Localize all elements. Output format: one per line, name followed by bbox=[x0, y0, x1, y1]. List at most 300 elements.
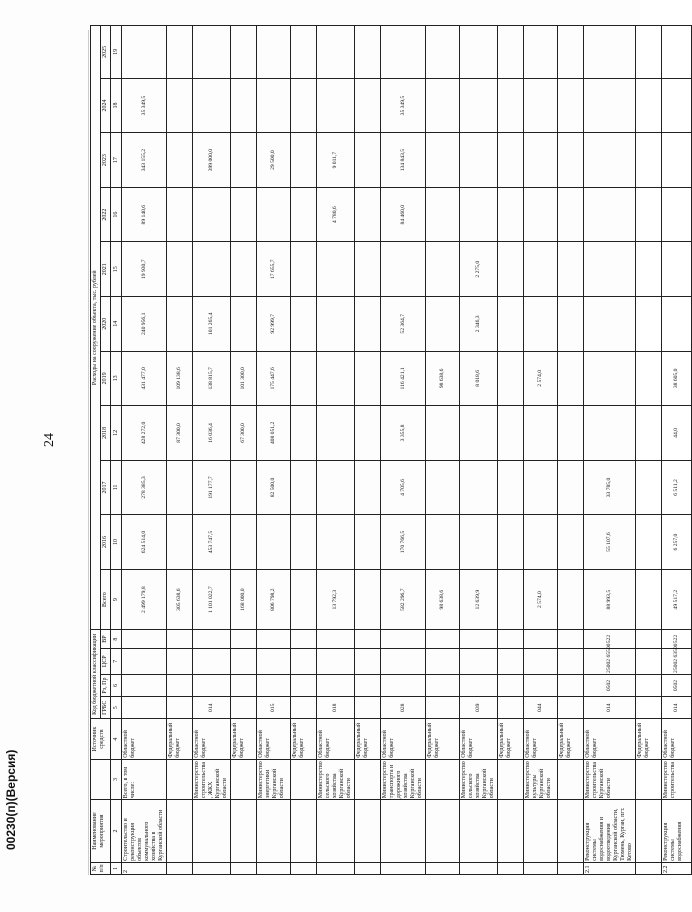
table-cell bbox=[558, 460, 584, 515]
table-cell bbox=[291, 351, 317, 406]
table-row bbox=[460, 26, 498, 875]
table-cell: Министерство транспорта и дорожного хозяйства Курганской области bbox=[381, 759, 426, 799]
table-cell bbox=[636, 759, 662, 799]
table-cell: 9 011,7 bbox=[317, 133, 355, 188]
table-cell bbox=[524, 800, 558, 863]
table-cell bbox=[231, 674, 257, 696]
table-cell bbox=[558, 862, 584, 874]
table-cell bbox=[498, 78, 524, 133]
table-cell bbox=[662, 78, 692, 133]
table-cell: 109 138,6 bbox=[167, 351, 193, 406]
table-cell: Федеральный бюджет bbox=[291, 719, 317, 759]
table-cell bbox=[193, 78, 231, 133]
table-cell bbox=[636, 800, 662, 863]
table-cell: 2 275,0 bbox=[460, 242, 498, 297]
table-cell bbox=[498, 515, 524, 570]
table-cell: Министерство сельского хозяйства Курганской области bbox=[460, 759, 498, 799]
table-cell: 624 514,0 bbox=[122, 515, 167, 570]
table-cell bbox=[426, 460, 460, 515]
table-cell: Реконструкция системы водоснабжения bbox=[662, 800, 692, 863]
table-cell bbox=[257, 515, 291, 570]
table-cell: 431 477,0 bbox=[122, 351, 167, 406]
header-name: Наименование мероприятия bbox=[91, 800, 111, 863]
table-cell bbox=[317, 242, 355, 297]
table-cell bbox=[426, 297, 460, 352]
table-cell: 806 798,2 bbox=[257, 569, 291, 630]
table-cell bbox=[122, 648, 167, 674]
table-cell bbox=[231, 460, 257, 515]
table-cell: 1 101 022,7 bbox=[193, 569, 231, 630]
table-cell: Областной бюджет bbox=[524, 719, 558, 759]
scan-edge-line bbox=[88, 30, 89, 875]
table-cell: 16 036,4 bbox=[193, 406, 231, 461]
table-cell bbox=[498, 133, 524, 188]
table-cell bbox=[317, 674, 355, 696]
table-cell bbox=[524, 515, 558, 570]
column-index: 16 bbox=[111, 187, 122, 242]
header-year-col: Всего bbox=[101, 569, 111, 630]
table-cell bbox=[193, 26, 231, 79]
table-cell bbox=[291, 697, 317, 719]
table-cell bbox=[498, 187, 524, 242]
table-cell bbox=[355, 862, 381, 874]
table-cell: 89 140,6 bbox=[122, 187, 167, 242]
table-cell bbox=[291, 648, 317, 674]
table-cell bbox=[558, 351, 584, 406]
table-cell bbox=[636, 648, 662, 674]
table-cell bbox=[460, 187, 498, 242]
table-cell bbox=[584, 78, 636, 133]
table-cell: 25002 63500 bbox=[662, 648, 692, 674]
table-cell bbox=[231, 648, 257, 674]
table-cell bbox=[291, 242, 317, 297]
table-cell bbox=[524, 674, 558, 696]
table-cell bbox=[167, 297, 193, 352]
table-cell bbox=[460, 648, 498, 674]
table-cell: 2 346,3 bbox=[460, 297, 498, 352]
table-cell: 168 000,0 bbox=[231, 569, 257, 630]
table-cell bbox=[291, 26, 317, 79]
table-cell: 522 bbox=[662, 630, 692, 648]
table-cell bbox=[291, 674, 317, 696]
table-cell bbox=[193, 648, 231, 674]
table-cell: 44,0 bbox=[662, 406, 692, 461]
header-year-col: 2025 bbox=[101, 26, 111, 79]
table-cell bbox=[662, 297, 692, 352]
table-cell: Областной бюджет bbox=[193, 719, 231, 759]
table-cell bbox=[558, 759, 584, 799]
table-cell bbox=[317, 800, 355, 863]
table-cell: 25002 65500 bbox=[584, 648, 636, 674]
table-row bbox=[231, 26, 257, 875]
table-cell bbox=[381, 648, 426, 674]
header-year-col: 2017 bbox=[101, 460, 111, 515]
header-year-col: 2023 bbox=[101, 133, 111, 188]
table-cell bbox=[460, 674, 498, 696]
table-cell bbox=[460, 515, 498, 570]
table-cell bbox=[426, 630, 460, 648]
table-cell bbox=[355, 697, 381, 719]
header-budget-col: ВР bbox=[101, 630, 111, 648]
table-cell bbox=[558, 187, 584, 242]
table-cell bbox=[231, 78, 257, 133]
column-index: 12 bbox=[111, 406, 122, 461]
table-cell bbox=[636, 26, 662, 79]
table-row bbox=[662, 26, 692, 875]
table-cell bbox=[167, 133, 193, 188]
table-cell bbox=[584, 26, 636, 79]
table-row bbox=[498, 26, 524, 875]
column-index: 5 bbox=[111, 697, 122, 719]
page-number: 24 bbox=[42, 433, 57, 447]
table-cell: Министерство строительства Курганской области bbox=[584, 759, 636, 799]
table-cell: 278 385,3 bbox=[122, 460, 167, 515]
table-cell bbox=[558, 697, 584, 719]
table-cell: 240 956,1 bbox=[122, 297, 167, 352]
table-cell: Всего, в том числе: bbox=[122, 759, 167, 799]
table-row bbox=[317, 26, 355, 875]
expense-table bbox=[90, 25, 692, 875]
table-cell bbox=[426, 862, 460, 874]
table-cell bbox=[317, 26, 355, 79]
table-cell bbox=[355, 26, 381, 79]
table-cell: 191 177,7 bbox=[193, 460, 231, 515]
table-cell: Министерство сельского хозяйства Курганской области bbox=[317, 759, 355, 799]
table-cell: Реконструкция системы водоснабжения и водоотведения Курганской области, Тюмень, Курган, пгт. Кетово bbox=[584, 800, 636, 863]
table-cell bbox=[381, 630, 426, 648]
table-cell bbox=[291, 515, 317, 570]
table-cell bbox=[636, 460, 662, 515]
table-cell bbox=[426, 242, 460, 297]
table-cell bbox=[193, 800, 231, 863]
table-cell bbox=[381, 800, 426, 863]
table-cell bbox=[426, 26, 460, 79]
table-cell bbox=[355, 515, 381, 570]
table-cell bbox=[317, 515, 355, 570]
table-cell: 82 500,0 bbox=[257, 460, 291, 515]
table-cell: 35 349,5 bbox=[381, 78, 426, 133]
table-cell bbox=[498, 351, 524, 406]
table-cell bbox=[317, 78, 355, 133]
table-cell bbox=[426, 674, 460, 696]
table-cell: Федеральный бюджет bbox=[167, 719, 193, 759]
column-index: 13 bbox=[111, 351, 122, 406]
table-cell bbox=[355, 297, 381, 352]
index-row bbox=[111, 26, 122, 875]
table-cell: Областной бюджет bbox=[317, 719, 355, 759]
table-cell bbox=[167, 800, 193, 863]
table-cell bbox=[498, 460, 524, 515]
table-cell bbox=[460, 26, 498, 79]
table-cell bbox=[558, 569, 584, 630]
header-year-col: 2020 bbox=[101, 297, 111, 352]
table-cell: 305 638,6 bbox=[167, 569, 193, 630]
table-cell bbox=[193, 187, 231, 242]
column-index: 2 bbox=[111, 800, 122, 863]
table-cell bbox=[231, 187, 257, 242]
table-cell bbox=[257, 78, 291, 133]
table-cell bbox=[524, 26, 558, 79]
table-cell bbox=[291, 800, 317, 863]
table-cell bbox=[381, 862, 426, 874]
table-cell bbox=[426, 187, 460, 242]
table-cell bbox=[167, 515, 193, 570]
table-cell bbox=[122, 674, 167, 696]
table-cell bbox=[636, 351, 662, 406]
column-index: 17 bbox=[111, 133, 122, 188]
table-cell bbox=[355, 759, 381, 799]
table-cell bbox=[558, 297, 584, 352]
table-cell: 582 296,7 bbox=[381, 569, 426, 630]
table-cell bbox=[291, 187, 317, 242]
table-cell: 014 bbox=[584, 697, 636, 719]
table-cell bbox=[636, 569, 662, 630]
table-cell bbox=[231, 697, 257, 719]
table-cell bbox=[636, 630, 662, 648]
column-index: 9 bbox=[111, 569, 122, 630]
table-cell bbox=[231, 800, 257, 863]
table-cell: 3 355,8 bbox=[381, 406, 426, 461]
table-cell: 12 639,9 bbox=[460, 569, 498, 630]
table-cell: 0502 bbox=[584, 674, 636, 696]
table-cell bbox=[355, 406, 381, 461]
table-cell: 101 265,4 bbox=[193, 297, 231, 352]
table-cell: 84 460,0 bbox=[381, 187, 426, 242]
column-index: 3 bbox=[111, 759, 122, 799]
table-cell bbox=[317, 630, 355, 648]
table-cell bbox=[636, 78, 662, 133]
table-cell: 92 999,7 bbox=[257, 297, 291, 352]
table-cell bbox=[426, 697, 460, 719]
header-budget-col: ЦСР bbox=[101, 648, 111, 674]
table-cell: 101 300,0 bbox=[231, 351, 257, 406]
table-cell: Областной бюджет bbox=[257, 719, 291, 759]
table-cell bbox=[355, 460, 381, 515]
table-cell bbox=[584, 297, 636, 352]
table-cell bbox=[167, 862, 193, 874]
table-cell: Областной бюджет bbox=[122, 719, 167, 759]
table-cell bbox=[317, 648, 355, 674]
table-cell bbox=[498, 648, 524, 674]
table-row bbox=[426, 26, 460, 875]
table-cell: Федеральный бюджет bbox=[426, 719, 460, 759]
table-cell: Строительство и реконструкция объектов коммунального хозяйства в Курганской области bbox=[122, 800, 167, 863]
column-index: 10 bbox=[111, 515, 122, 570]
table-cell: Областной бюджет bbox=[584, 719, 636, 759]
table-cell bbox=[636, 697, 662, 719]
table-cell bbox=[257, 187, 291, 242]
table-cell bbox=[231, 862, 257, 874]
table-cell: Министерство энергетики Курганской области bbox=[257, 759, 291, 799]
column-index: 15 bbox=[111, 242, 122, 297]
table-cell bbox=[636, 242, 662, 297]
table-cell bbox=[524, 862, 558, 874]
table-cell: 2 499 179,8 bbox=[122, 569, 167, 630]
table-row bbox=[257, 26, 291, 875]
header-budget-col: Рз, Пр bbox=[101, 674, 111, 696]
table-cell: 52 364,7 bbox=[381, 297, 426, 352]
table-cell bbox=[460, 406, 498, 461]
table-cell bbox=[291, 297, 317, 352]
table-cell bbox=[381, 26, 426, 79]
table-cell bbox=[558, 26, 584, 79]
table-cell: 2 574,0 bbox=[524, 569, 558, 630]
table-cell: 116 421,1 bbox=[381, 351, 426, 406]
table-cell bbox=[291, 133, 317, 188]
column-index: 7 bbox=[111, 648, 122, 674]
table-cell bbox=[460, 630, 498, 648]
table-cell bbox=[460, 133, 498, 188]
column-index: 4 bbox=[111, 719, 122, 759]
table-cell bbox=[558, 78, 584, 133]
table-cell bbox=[636, 515, 662, 570]
table-cell: 88 993,5 bbox=[584, 569, 636, 630]
table-cell bbox=[231, 630, 257, 648]
table-cell: 399 000,0 bbox=[193, 133, 231, 188]
table-cell: 044 bbox=[524, 697, 558, 719]
table-cell: 38 605,0 bbox=[662, 351, 692, 406]
table-cell: 8 018,6 bbox=[460, 351, 498, 406]
table-cell bbox=[317, 297, 355, 352]
rotated-table-wrapper bbox=[90, 25, 683, 875]
header-budget-group: Код бюджетной классификации bbox=[91, 630, 101, 719]
table-cell: 87 300,0 bbox=[167, 406, 193, 461]
header-expenses-group: Расходы на сооружение объекта, тыс. рублей bbox=[91, 26, 101, 630]
table-cell bbox=[381, 242, 426, 297]
table-cell: 039 bbox=[460, 697, 498, 719]
table-cell: Федеральный бюджет bbox=[498, 719, 524, 759]
table-cell: 4 705,6 bbox=[381, 460, 426, 515]
table-cell bbox=[355, 569, 381, 630]
table-cell bbox=[498, 569, 524, 630]
table-cell: 015 bbox=[257, 697, 291, 719]
table-cell: 170 766,5 bbox=[381, 515, 426, 570]
header-year-col: 2024 bbox=[101, 78, 111, 133]
table-cell bbox=[524, 78, 558, 133]
table-cell: Областной бюджет bbox=[662, 719, 692, 759]
table-cell bbox=[558, 630, 584, 648]
table-cell: Федеральный бюджет bbox=[558, 719, 584, 759]
table-cell bbox=[558, 406, 584, 461]
table-cell bbox=[317, 406, 355, 461]
table-cell: 028 bbox=[381, 697, 426, 719]
table-row bbox=[524, 26, 558, 875]
table-cell bbox=[498, 800, 524, 863]
table-cell bbox=[291, 78, 317, 133]
table-row bbox=[558, 26, 584, 875]
table-cell bbox=[426, 515, 460, 570]
table-cell bbox=[355, 800, 381, 863]
table-cell bbox=[460, 800, 498, 863]
table-cell bbox=[167, 26, 193, 79]
table-cell bbox=[524, 187, 558, 242]
table-cell bbox=[231, 297, 257, 352]
table-cell bbox=[524, 242, 558, 297]
table-cell bbox=[167, 630, 193, 648]
table-cell bbox=[122, 697, 167, 719]
table-row bbox=[584, 26, 636, 875]
table-cell: Федеральный бюджет bbox=[355, 719, 381, 759]
table-cell: Федеральный бюджет bbox=[231, 719, 257, 759]
table-cell bbox=[231, 26, 257, 79]
table-cell bbox=[426, 648, 460, 674]
table-cell bbox=[426, 78, 460, 133]
table-cell bbox=[460, 862, 498, 874]
table-cell bbox=[558, 515, 584, 570]
table-cell bbox=[426, 133, 460, 188]
table-cell bbox=[167, 242, 193, 297]
table-cell bbox=[193, 674, 231, 696]
table-cell bbox=[636, 406, 662, 461]
table-cell bbox=[584, 242, 636, 297]
table-cell: 98 638,6 bbox=[426, 569, 460, 630]
table-cell bbox=[524, 630, 558, 648]
table-cell bbox=[498, 297, 524, 352]
header-budget-col: ГРБС bbox=[101, 697, 111, 719]
header-num: № п/п bbox=[91, 862, 111, 874]
table-cell: Федеральный бюджет bbox=[636, 719, 662, 759]
table-cell: 55 107,6 bbox=[584, 515, 636, 570]
table-cell bbox=[291, 460, 317, 515]
table-cell bbox=[291, 569, 317, 630]
table-cell bbox=[426, 406, 460, 461]
table-cell bbox=[291, 406, 317, 461]
table-cell: 522 bbox=[584, 630, 636, 648]
document-footer: 00230(п)(Версия) bbox=[4, 749, 18, 850]
table-cell bbox=[257, 630, 291, 648]
header-source: Источник средств bbox=[91, 719, 111, 759]
table-cell bbox=[355, 187, 381, 242]
table-cell bbox=[317, 862, 355, 874]
table-cell bbox=[498, 630, 524, 648]
table-cell bbox=[636, 187, 662, 242]
table-cell: 428 272,0 bbox=[122, 406, 167, 461]
table-cell bbox=[636, 297, 662, 352]
table-cell bbox=[193, 630, 231, 648]
table-row bbox=[291, 26, 317, 875]
table-cell bbox=[558, 674, 584, 696]
table-cell bbox=[498, 697, 524, 719]
table-row bbox=[167, 26, 193, 875]
table-cell: 98 638,6 bbox=[426, 351, 460, 406]
table-cell bbox=[426, 759, 460, 799]
table-cell bbox=[498, 406, 524, 461]
header-executor bbox=[91, 759, 111, 799]
table-cell bbox=[257, 648, 291, 674]
table-cell bbox=[257, 674, 291, 696]
table-cell bbox=[584, 133, 636, 188]
table-cell: 6 257,0 bbox=[662, 515, 692, 570]
table-cell bbox=[498, 674, 524, 696]
table-cell bbox=[584, 351, 636, 406]
table-cell: 014 bbox=[193, 697, 231, 719]
table-cell bbox=[558, 800, 584, 863]
table-cell bbox=[498, 759, 524, 799]
table-cell bbox=[167, 648, 193, 674]
table-cell: 0502 bbox=[662, 674, 692, 696]
table-cell: Министерство строительства, ЖКХ Курганской области bbox=[193, 759, 231, 799]
table-cell bbox=[355, 351, 381, 406]
table-cell: Областной бюджет bbox=[460, 719, 498, 759]
table-cell bbox=[460, 460, 498, 515]
table-cell bbox=[636, 674, 662, 696]
table-cell: 2.2 bbox=[662, 862, 692, 874]
table-cell bbox=[355, 630, 381, 648]
table-cell bbox=[122, 26, 167, 79]
header-year-col: 2022 bbox=[101, 187, 111, 242]
table-cell: 19 930,7 bbox=[122, 242, 167, 297]
column-index: 8 bbox=[111, 630, 122, 648]
